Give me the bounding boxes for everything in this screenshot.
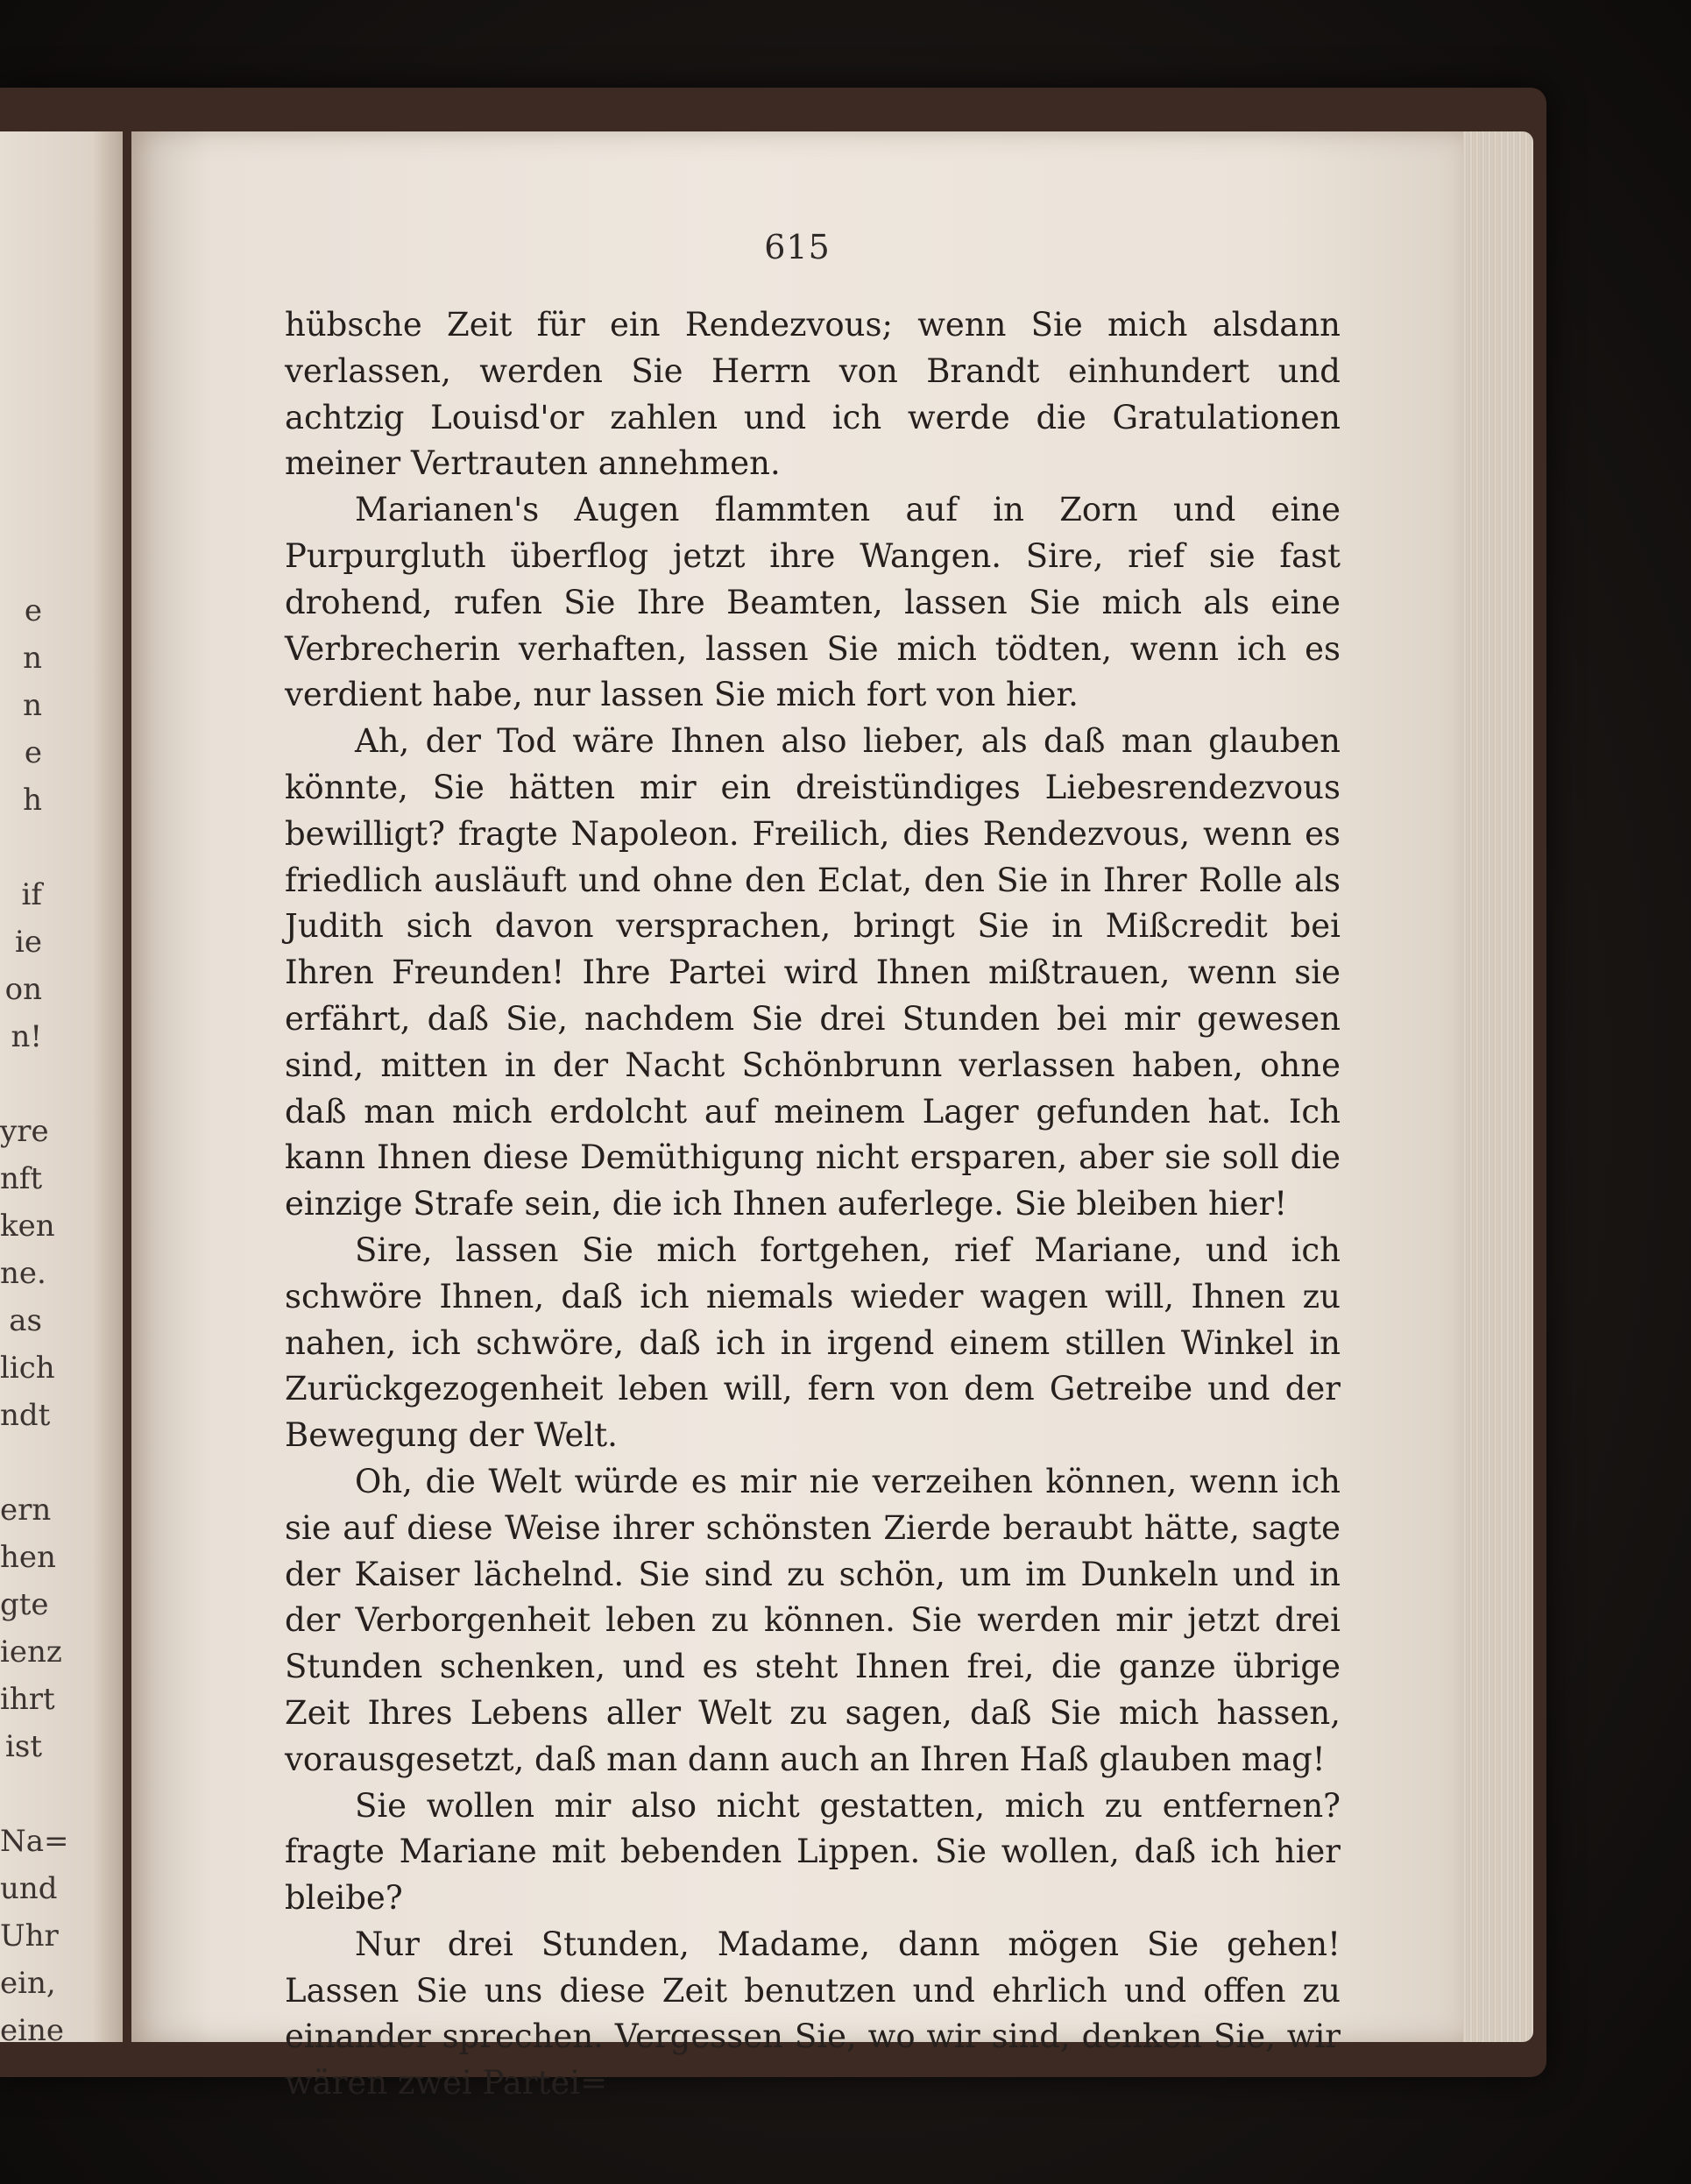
left-page-fragment: ihrt bbox=[0, 1682, 55, 1717]
left-page-fragment: lich bbox=[0, 1351, 55, 1386]
paragraph: Sire, lassen Sie mich fortgehen, rief Mariane, und ich schwöre Ihnen, daß ich niemals wieder wagen will, Ihnen zu nahen, ich schwöre, daß ich in irgend einem stillen Winkel in Zurückgezogenheit leben will, fern von dem Getreibe und der Bewegung der Welt. bbox=[285, 1230, 1341, 1455]
paragraph: Sie wollen mir also nicht gestatten, mich zu entfernen? fragte Mariane mit bebenden Lippen. Sie wollen, daß ich hier bleibe? bbox=[285, 1786, 1341, 1918]
left-page-fragment bbox=[0, 1770, 42, 1818]
left-page-fragment: h bbox=[23, 783, 42, 818]
left-page bbox=[0, 131, 123, 2048]
paragraph: hübsche Zeit für ein Rendezvous; wenn Sie mich alsdann verlassen, werden Sie Herrn von Brandt einhundert und achtzig Louisd'or zahlen und ich werde die Gratulationen meiner Vertrauten annehmen. bbox=[285, 306, 1341, 483]
left-page-fragment: ken bbox=[0, 1209, 55, 1244]
left-page-text-fragments bbox=[0, 587, 69, 2077]
left-page-fragment: ienz bbox=[0, 1634, 62, 1670]
left-page-fragment: ie bbox=[15, 925, 42, 960]
left-page-fragment: Uhr bbox=[0, 1918, 59, 1954]
left-page-fragment bbox=[0, 824, 42, 871]
right-page bbox=[131, 131, 1463, 2102]
left-page-fragment: if bbox=[21, 877, 42, 912]
left-page-fragment: gte bbox=[0, 1587, 49, 1622]
paragraph: Oh, die Welt würde es mir nie verzeihen können, wenn ich sie auf diese Weise ihrer schönsten Zierde beraubt hätte, sagte der Kaiser lächelnd. Sie sind zu schön, um im Dunkeln und in der Verborgenheit leben zu können. Sie werden mir jetzt drei Stunden schenken, und es steht Ihnen frei, die ganze übrige Zeit Ihres Lebens aller Welt zu sagen, daß Sie mich hassen, vorausgesetzt, daß man dann auch an Ihren Haß glauben mag! bbox=[285, 1462, 1341, 1778]
body-text bbox=[285, 302, 1341, 2107]
page-number: 615 bbox=[764, 228, 831, 266]
left-page-fragment bbox=[0, 1060, 42, 1108]
paragraph: Marianen's Augen flammten auf in Zorn und eine Purpurgluth überflog jetzt ihre Wangen. Sire, rief sie fast drohend, rufen Sie Ihre Beamten, lassen Sie mich als eine Verbrecherin verhaften, lassen Sie mich tödten, wenn ich es verdient habe, nur lassen Sie mich fort von hier. bbox=[285, 491, 1341, 714]
left-page-fragment: n bbox=[23, 688, 42, 723]
page-edges bbox=[1454, 131, 1533, 2042]
left-page-fragment: ne. bbox=[0, 1256, 46, 1291]
left-page-fragment: as bbox=[9, 1303, 42, 1338]
left-page-fragment: e bbox=[24, 735, 42, 770]
left-page-fragment: yre bbox=[0, 1114, 49, 1149]
left-page-fragment: hen bbox=[0, 1540, 56, 1575]
left-page-fragment: n bbox=[23, 641, 42, 676]
paragraph: Nur drei Stunden, Madame, dann mögen Sie gehen! Lassen Sie uns diese Zeit benutzen und ehrlich und offen zu einander sprechen. Vergessen Sie, wo wir sind, denken Sie, wir wären zwei Partei= bbox=[285, 1925, 1341, 2102]
left-page-fragment: Na= bbox=[0, 1824, 69, 1859]
left-page-fragment: ndt bbox=[0, 1398, 51, 1433]
left-page-fragment bbox=[0, 1439, 42, 1486]
left-page-fragment: nft bbox=[0, 1161, 43, 1196]
left-page-fragment: on bbox=[4, 972, 42, 1007]
left-page-fragment: ein, bbox=[0, 1966, 56, 2001]
left-page-fragment: und bbox=[0, 1871, 58, 1906]
paragraph: Ah, der Tod wäre Ihnen also lieber, als daß man glauben könnte, Sie hätten mir ein dreistündiges Liebesrendezvous bewilligt? fragte Napoleon. Freilich, dies Rendezvous, wenn es friedlich ausläuft und ohne den Eclat, den Sie in Ihrer Rolle als Judith sich davon versprachen, bringt Sie in Mißcredit bei Ihren Freunden! Ihre Partei wird Ihnen mißtrauen, wenn sie erfährt, daß Sie, nachdem Sie drei Stunden bei mir gewesen sind, mitten in der Nacht Schönbrunn verlassen haben, ohne daß man mich erdolcht auf meinem Lager gefunden hat. Ich kann Ihnen diese Demüthigung nicht ersparen, aber sie soll die einzige Strafe sein, die ich Ihnen auferlege. Sie bleiben hier! bbox=[285, 722, 1341, 1223]
left-page-fragment: ern bbox=[0, 1493, 52, 1528]
left-page-fragment: e bbox=[24, 593, 42, 628]
left-page-fragment: eine bbox=[0, 2013, 65, 2048]
left-page-fragment: ist bbox=[5, 1729, 42, 1764]
left-page-fragment: n! bbox=[11, 1019, 42, 1054]
